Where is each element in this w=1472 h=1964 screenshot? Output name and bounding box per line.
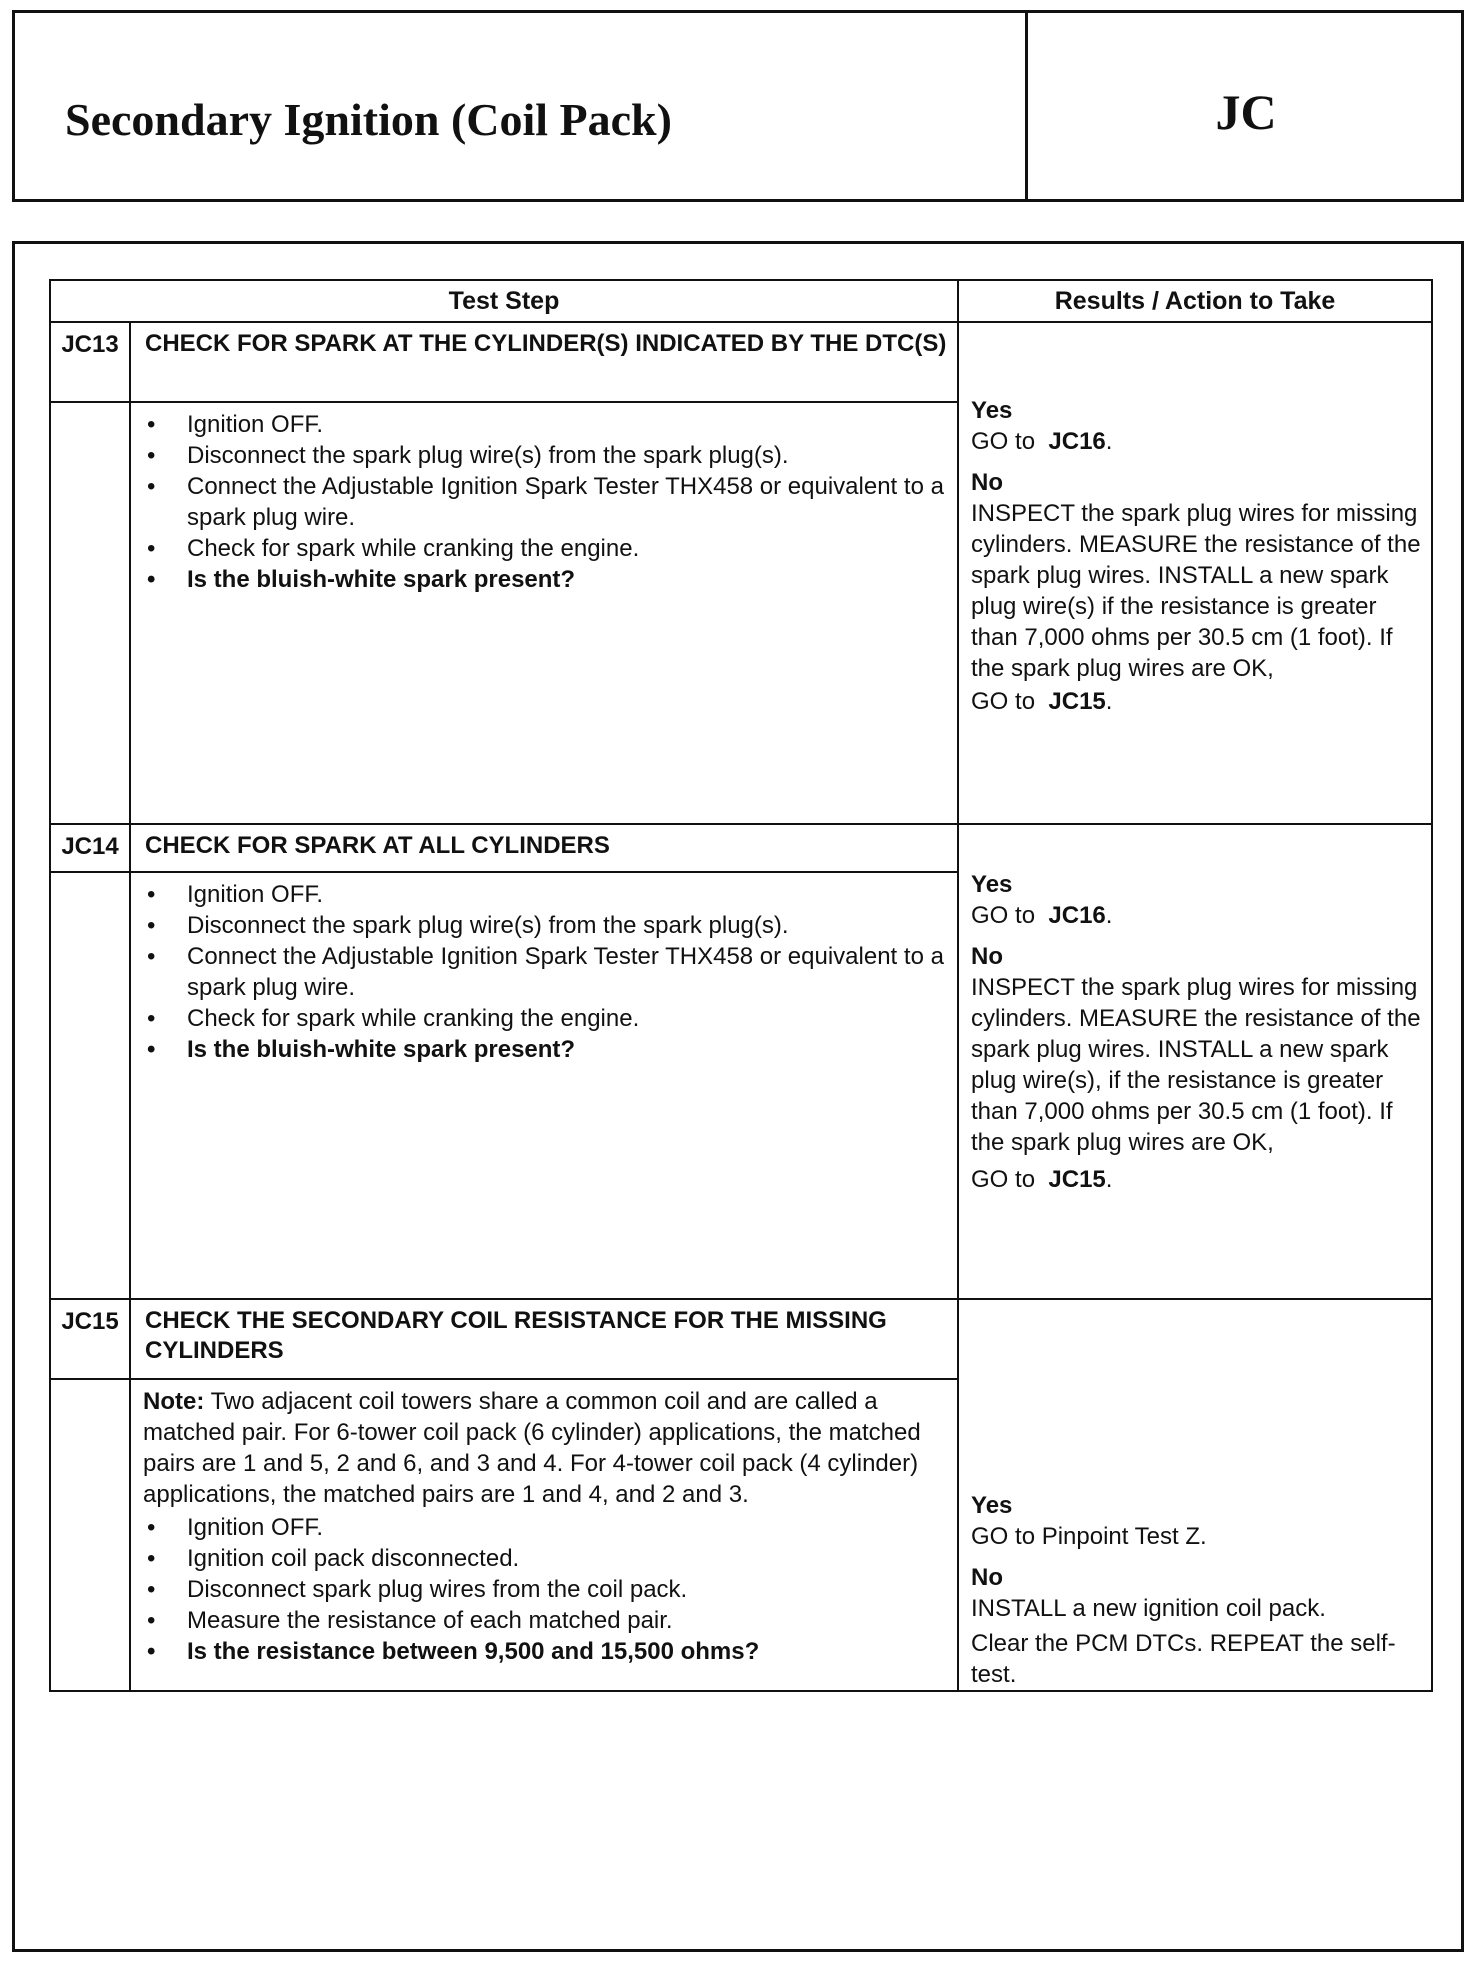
step-code: JC14 (50, 824, 130, 872)
step-question: • Is the bluish-white spark present? (143, 564, 947, 595)
list-item: • Ignition OFF. (143, 879, 947, 910)
step-question: • Is the resistance between 9,500 and 15,500 ohms? (143, 1636, 947, 1667)
test-step-table (49, 279, 1433, 1692)
step-instructions (130, 1379, 958, 1691)
section-code: JC (1215, 84, 1277, 140)
list-item: • Ignition OFF. (143, 409, 947, 440)
page-header (12, 10, 1464, 202)
result-no-goto: GO to JC15. (971, 688, 1113, 715)
content-frame (12, 241, 1464, 1952)
step-instructions (130, 872, 958, 1299)
step-result (958, 824, 1432, 1299)
result-no-label: No (971, 469, 1004, 496)
result-no-label: No (971, 1564, 1004, 1591)
column-header-results: Results / Action to Take (958, 280, 1432, 322)
table-header-row (50, 280, 1432, 322)
step-question: • Is the bluish-white spark present? (143, 1034, 947, 1065)
list-item: • Disconnect the spark plug wire(s) from the spark plug(s). (143, 910, 947, 941)
step-title: CHECK FOR SPARK AT ALL CYLINDERS (130, 824, 958, 872)
list-item: • Measure the resistance of each matched pair. (143, 1605, 947, 1636)
result-yes-action: GO to JC16. (971, 902, 1113, 929)
result-no-action-2: Clear the PCM DTCs. REPEAT the self-test. (971, 1630, 1396, 1688)
list-item: • Ignition coil pack disconnected. (143, 1543, 947, 1574)
result-yes-action: GO to JC16. (971, 428, 1113, 455)
step-code: JC13 (50, 322, 130, 402)
page-title: Secondary Ignition (Coil Pack) (65, 94, 672, 145)
list-item: • Disconnect spark plug wires from the coil pack. (143, 1574, 947, 1605)
list-item: • Connect the Adjustable Ignition Spark Tester THX458 or equivalent to a spark plug wire. (143, 941, 947, 1003)
step-title-row (50, 824, 1432, 872)
step-title: CHECK THE SECONDARY COIL RESISTANCE FOR THE MISSING CYLINDERS (130, 1299, 958, 1379)
result-yes-label: Yes (971, 397, 1013, 424)
list-item: • Ignition OFF. (143, 1512, 947, 1543)
list-item: • Connect the Adjustable Ignition Spark Tester THX458 or equivalent to a spark plug wire. (143, 471, 947, 533)
step-note: Note: Two adjacent coil towers share a common coil and are called a matched pair. For 6-tower coil pack (6 cylinder) applications, the matched pairs are 1 and 5, 2 and 6, and 3 and 4. For 4-tower coil pack (4 cylinder) applications, the matched pairs are 1 and 4, and 2 and 3. (143, 1388, 921, 1508)
result-no-action: INSPECT the spark plug wires for missing cylinders. MEASURE the resistance of the spark plug wires. INSTALL a new spark plug wire(s), if the resistance is greater than 7,000 ohms per 30.5 cm (1 foot). If the spark plug wires are OK, (971, 974, 1421, 1156)
list-item: • Check for spark while cranking the engine. (143, 1003, 947, 1034)
result-no-action: INSPECT the spark plug wires for missing cylinders. MEASURE the resistance of the spark plug wires. INSTALL a new spark plug wire(s) if the resistance is greater than 7,000 ohms per 30.5 cm (1 foot). If the spark plug wires are OK, (971, 500, 1421, 682)
step-title-row (50, 322, 1432, 402)
step-title-row (50, 1299, 1432, 1379)
column-header-test-step: Test Step (50, 280, 958, 322)
result-yes-label: Yes (971, 1492, 1013, 1519)
result-no-label: No (971, 943, 1004, 970)
result-yes-label: Yes (971, 871, 1013, 898)
result-no-action: INSTALL a new ignition coil pack. (971, 1595, 1326, 1622)
step-title: CHECK FOR SPARK AT THE CYLINDER(S) INDICATED BY THE DTC(S) (130, 322, 958, 402)
result-no-goto: GO to JC15. (971, 1166, 1113, 1193)
result-yes-action: GO to Pinpoint Test Z. (971, 1523, 1207, 1550)
step-result (958, 322, 1432, 824)
list-item: • Check for spark while cranking the engine. (143, 533, 947, 564)
step-instructions (130, 402, 958, 824)
step-code: JC15 (50, 1299, 130, 1379)
step-result (958, 1299, 1432, 1691)
list-item: • Disconnect the spark plug wire(s) from the spark plug(s). (143, 440, 947, 471)
